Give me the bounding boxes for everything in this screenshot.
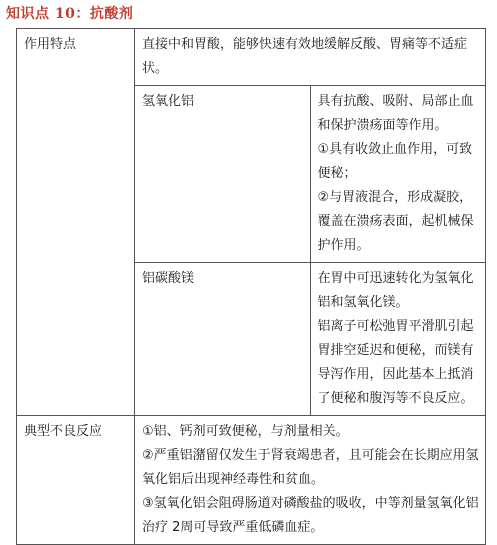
section-heading: 知识点 10：抗酸剂	[6, 6, 134, 22]
adverse-label-cell	[17, 416, 135, 545]
drug-name-cell	[135, 263, 311, 416]
adverse-reaction-line: ③氢氧化铝会阻碍肠道对磷酸盐的吸收，中等剂量氢氧化铝治疗 2周可导致严重低磷血症。	[142, 496, 479, 535]
drug-description-line: ①具有收敛止血作用，可致便秘；	[317, 142, 473, 181]
features-intro-cell	[135, 29, 486, 86]
drug-description-cell	[310, 86, 486, 263]
adverse-reactions-cell	[135, 416, 486, 545]
drug-name-aluminum-hydroxide: 氢氧化铝	[142, 94, 195, 109]
adverse-reaction-line: ②严重铝潴留仅发生于肾衰竭患者，且可能会在长期应用氢氧化铝后出现神经毒性和贫血。	[142, 448, 479, 487]
drug-description-line: 具有抗酸、吸附、局部止血和保护溃疡面等作用。	[317, 94, 474, 133]
features-label-cell	[17, 29, 135, 416]
table-row	[17, 29, 486, 86]
drug-description-line: 铝离子可松弛胃平滑肌引起胃排空延迟和便秘，而镁有导泻作用，因此基本上抵消了便秘和腹泻等不良反应。	[317, 319, 474, 406]
features-intro: 直接中和胃酸，能够快速有效地缓解反酸、胃痛等不适症状。	[142, 37, 468, 76]
drug-description-line: 在胃中可迅速转化为氢氧化铝和氢氧化镁。	[317, 271, 474, 310]
features-label: 作用特点	[24, 37, 77, 52]
drug-name-magaldrate: 铝碳酸镁	[142, 271, 195, 286]
antacid-table	[16, 28, 486, 545]
drug-name-cell	[135, 86, 311, 263]
drug-description-cell	[310, 263, 486, 416]
adverse-label: 典型不良反应	[24, 424, 103, 439]
drug-description-line: ②与胃液混合，形成凝胶，覆盖在溃疡表面，起机械保护作用。	[317, 190, 474, 253]
table-row	[17, 416, 486, 545]
adverse-reaction-line: ①铝、钙剂可致便秘，与剂量相关。	[142, 424, 349, 439]
